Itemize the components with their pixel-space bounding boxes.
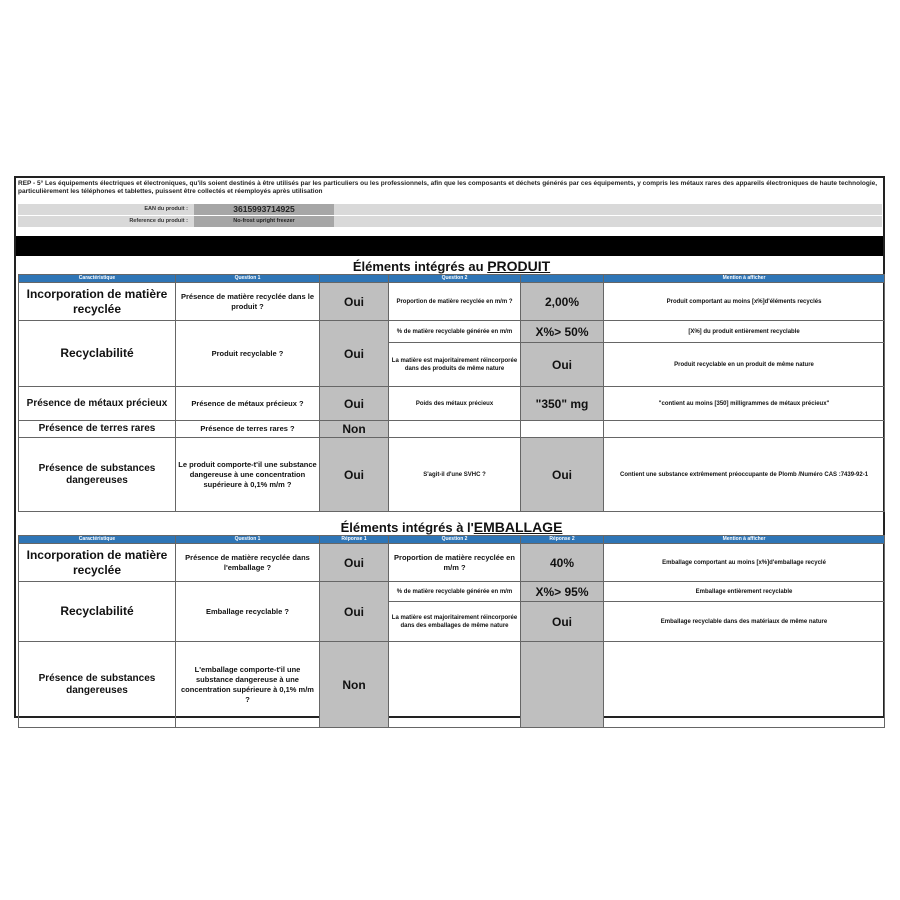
table-row: La matière est majoritairement réincorporée dans des produits de même nature Oui Produit recyclable en un produit de même nature	[19, 343, 885, 387]
black-banner	[16, 236, 883, 256]
produit-word: PRODUIT	[487, 258, 551, 274]
ean-row	[18, 204, 882, 215]
reference-label: Reference du produit :	[129, 218, 188, 224]
emballage-section-title: Éléments intégrés à l'EMBALLAGE	[340, 519, 563, 535]
product-info-sheet	[14, 176, 885, 718]
reference-value: No-frost upright freezer	[194, 216, 334, 227]
table-row: Incorporation de matière recyclée Présence de matière recyclée dans le produit ? Oui Proportion de matière recyclée en m/m ? 2,00% Produit comportant au moins [x%]d'éléments recyclés	[19, 283, 885, 321]
ean-label: EAN du produit :	[144, 206, 188, 212]
table-row: Recyclabilité Produit recyclable ? Oui % de matière recyclable générée en m/m X%> 50% [X%] du produit entièrement recyclable	[19, 321, 885, 343]
table-row: Incorporation de matière recyclée Présence de matière recyclée dans l'emballage ? Oui Proportion de matière recyclée en m/m ? 40% Emballage comportant au moins [x%]d'emballage recyclé	[19, 544, 885, 582]
emballage-header-row: Caractéristique Question 1 Réponse 1 Question 2 Réponse 2 Mention à afficher	[19, 536, 885, 544]
emballage-word: EMBALLAGE	[473, 519, 563, 535]
emballage-table	[18, 519, 885, 728]
produit-section-title: Éléments intégrés au PRODUIT	[352, 258, 551, 274]
reference-row	[18, 216, 882, 227]
table-row: Présence de substances dangereuses Le produit comporte-t'il une substance dangereuse à une concentration supérieure à 0,1% m/m ? Oui S'agit-il d'une SVHC ? Oui Contient une substance extrêmement préoccupante de Plomb /Numéro CAS :7439-92-1	[19, 438, 885, 512]
table-row: Présence de métaux précieux Présence de métaux précieux ? Oui Poids des métaux précieux "350" mg "contient au moins [350] milligrammes de métaux précieux"	[19, 387, 885, 421]
produit-header-row: Caractéristique Question 1 Question 2 Mention à afficher	[19, 275, 885, 283]
table-row: Présence de terres rares Présence de terres rares ? Non	[19, 421, 885, 438]
intro-text: REP - 5° Les équipements électriques et électroniques, qu'ils soient destinés à être utilisés par les particuliers ou les professionnels, afin que les composants et déchets générés par ces équipements, y compris les métaux rares des appareils électroniques de haute technologie, particulièrement les téléphones et tablettes, puissent être collectés et réemployés après utilisation	[18, 180, 878, 195]
table-row: Présence de substances dangereuses L'emballage comporte-t'il une substance dangereuse à une concentration supérieure à 0,1% m/m ? Non	[19, 642, 885, 728]
table-row: La matière est majoritairement réincorporée dans des emballages de même nature Oui Emballage recyclable dans des matériaux de même nature	[19, 602, 885, 642]
produit-table	[18, 258, 885, 512]
ean-value: 3615993714925	[194, 204, 334, 215]
table-row: Recyclabilité Emballage recyclable ? Oui % de matière recyclable générée en m/m X%> 95% Emballage entièrement recyclable	[19, 582, 885, 602]
